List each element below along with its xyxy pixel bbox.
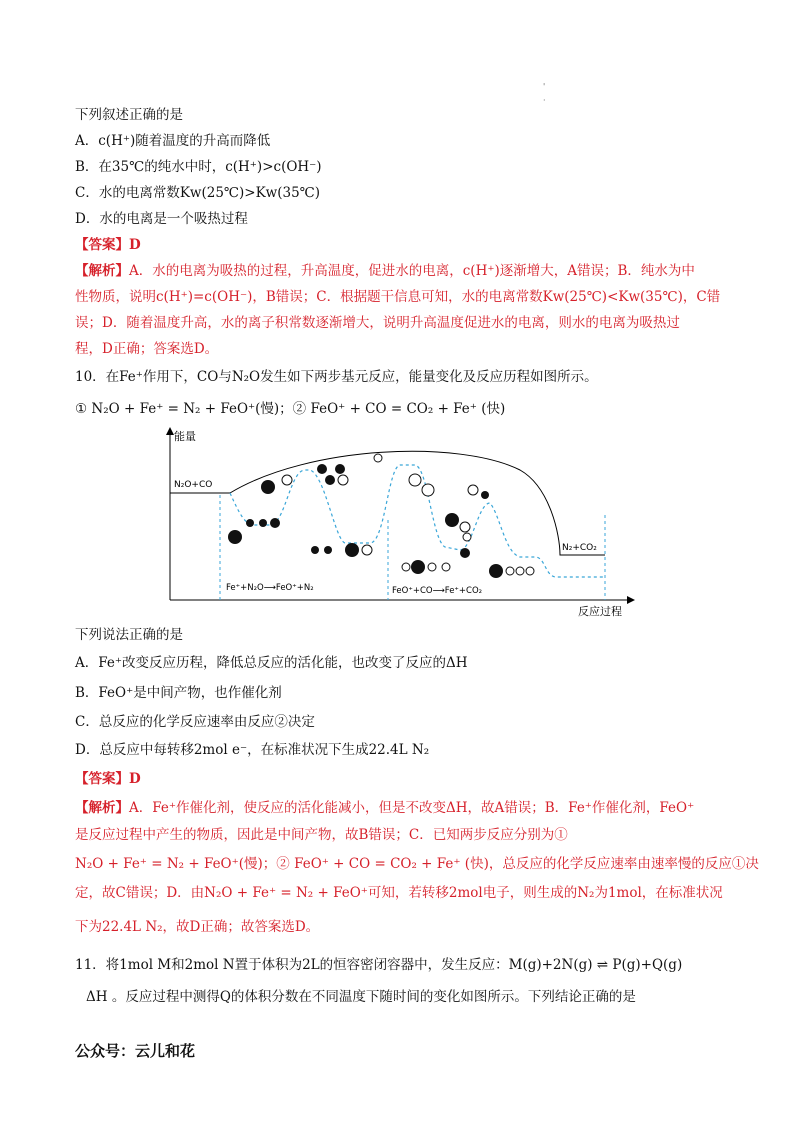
q10-analysis-text-1: A．Fe⁺作催化剂，使反应的活化能减小，但是不改变ΔH，故A错误；B．Fe⁺作催化剂，FeO⁺: [129, 800, 695, 816]
q10-ask: 下列说法正确的是: [75, 627, 183, 643]
q9-stem: 下列叙述正确的是: [75, 107, 183, 123]
q11-line-1: 11．将1mol M和2mol N置于体积为2L的恒容密闭容器中，发生反应：M(g)+2N(g) ⇌ P(g)+Q(g): [75, 957, 683, 973]
q11-line-2: ΔH 。反应过程中测得Q的体积分数在不同温度下随时间的变化如图所示。下列结论正确的是: [86, 989, 636, 1005]
q9-option-c: C．水的电离常数Kw(25℃)>Kw(35℃): [75, 185, 321, 201]
q9-option-b: B．在35℃的纯水中时，c(H⁺)>c(OH⁻): [75, 159, 322, 175]
q10-option-b: B．FeO⁺是中间产物，也作催化剂: [75, 685, 282, 701]
decorative-dots: ' ·: [543, 82, 546, 105]
footer-wechat: 公众号：云儿和花: [75, 1042, 196, 1060]
box2-label: FeO⁺+CO⟶Fe⁺+CO₂: [392, 586, 483, 596]
q10-analysis-line-2: 是反应过程中产生的物质，因此是中间产物，故B错误；C．已知两步反应分别为①: [75, 827, 568, 843]
q9-analysis-label: 【解析】: [75, 263, 129, 279]
box1-label: Fe⁺+N₂O⟶FeO⁺+N₂: [226, 583, 314, 593]
q10-steps: ① N₂O + Fe⁺ = N₂ + FeO⁺(慢)；② FeO⁺ + CO = CO₂ + Fe⁺ (快): [75, 401, 506, 417]
q10-option-d: D．总反应中每转移2mol e⁻，在标准状况下生成22.4L N₂: [75, 742, 430, 758]
x-axis-arrow: [627, 596, 635, 604]
q9-option-d: D．水的电离是一个吸热过程: [75, 211, 248, 227]
q9-analysis-text-1: A．水的电离为吸热的过程，升高温度，促进水的电离，c(H⁺)逐渐增大，A错误；B．纯水为中: [129, 263, 695, 279]
q10-analysis-line-4: 定，故C错误；D．由N₂O + Fe⁺ = N₂ + FeO⁺可知，若转移2mol电子，则生成的N₂为1mol，在标准状况: [75, 885, 723, 901]
q9-analysis-line-2: 性物质，说明c(H⁺)=c(OH⁻)，B错误；C．根据题干信息可知，水的电离常数Kw(25℃)<Kw(35℃)，C错: [75, 289, 721, 305]
y-axis-arrow: [166, 427, 174, 435]
q10-analysis-line-3: N₂O + Fe⁺ = N₂ + FeO⁺(慢)；② FeO⁺ + CO = CO₂ + Fe⁺ (快)，总反应的化学反应速率由速率慢的反应①决: [75, 856, 759, 872]
x-axis-label: 反应过程: [578, 605, 622, 618]
q9-answer: 【答案】D: [75, 237, 141, 253]
start-label: N₂O+CO: [174, 480, 213, 490]
q10-option-c: C．总反应的化学反应速率由反应②决定: [75, 714, 315, 730]
q10-answer: 【答案】D: [75, 771, 141, 787]
q10-analysis-line-5: 下为22.4L N₂，故D正确；故答案选D。: [75, 919, 320, 935]
q10-analysis-line-1: [75, 799, 694, 817]
y-axis-label: 能量: [174, 430, 196, 443]
q9-analysis-line-3: 误；D．随着温度升高，水的离子积常数逐渐增大，说明升高温度促进水的电离，则水的电离为吸热过: [75, 315, 680, 331]
q10-stem: 10．在Fe⁺作用下，CO与N₂O发生如下两步基元反应，能量变化及反应历程如图所示。: [75, 369, 598, 385]
end-label: N₂+CO₂: [562, 543, 597, 553]
q10-option-a: A．Fe⁺改变反应历程，降低总反应的活化能，也改变了反应的ΔH: [75, 655, 468, 671]
q9-analysis-line-4: 程，D正确；答案选D。: [75, 341, 219, 357]
q10-analysis-label: 【解析】: [75, 800, 129, 816]
q9-analysis-line-1: [75, 262, 695, 280]
energy-diagram: [160, 425, 640, 620]
q9-option-a: A．c(H⁺)随着温度的升高而降低: [75, 133, 271, 149]
